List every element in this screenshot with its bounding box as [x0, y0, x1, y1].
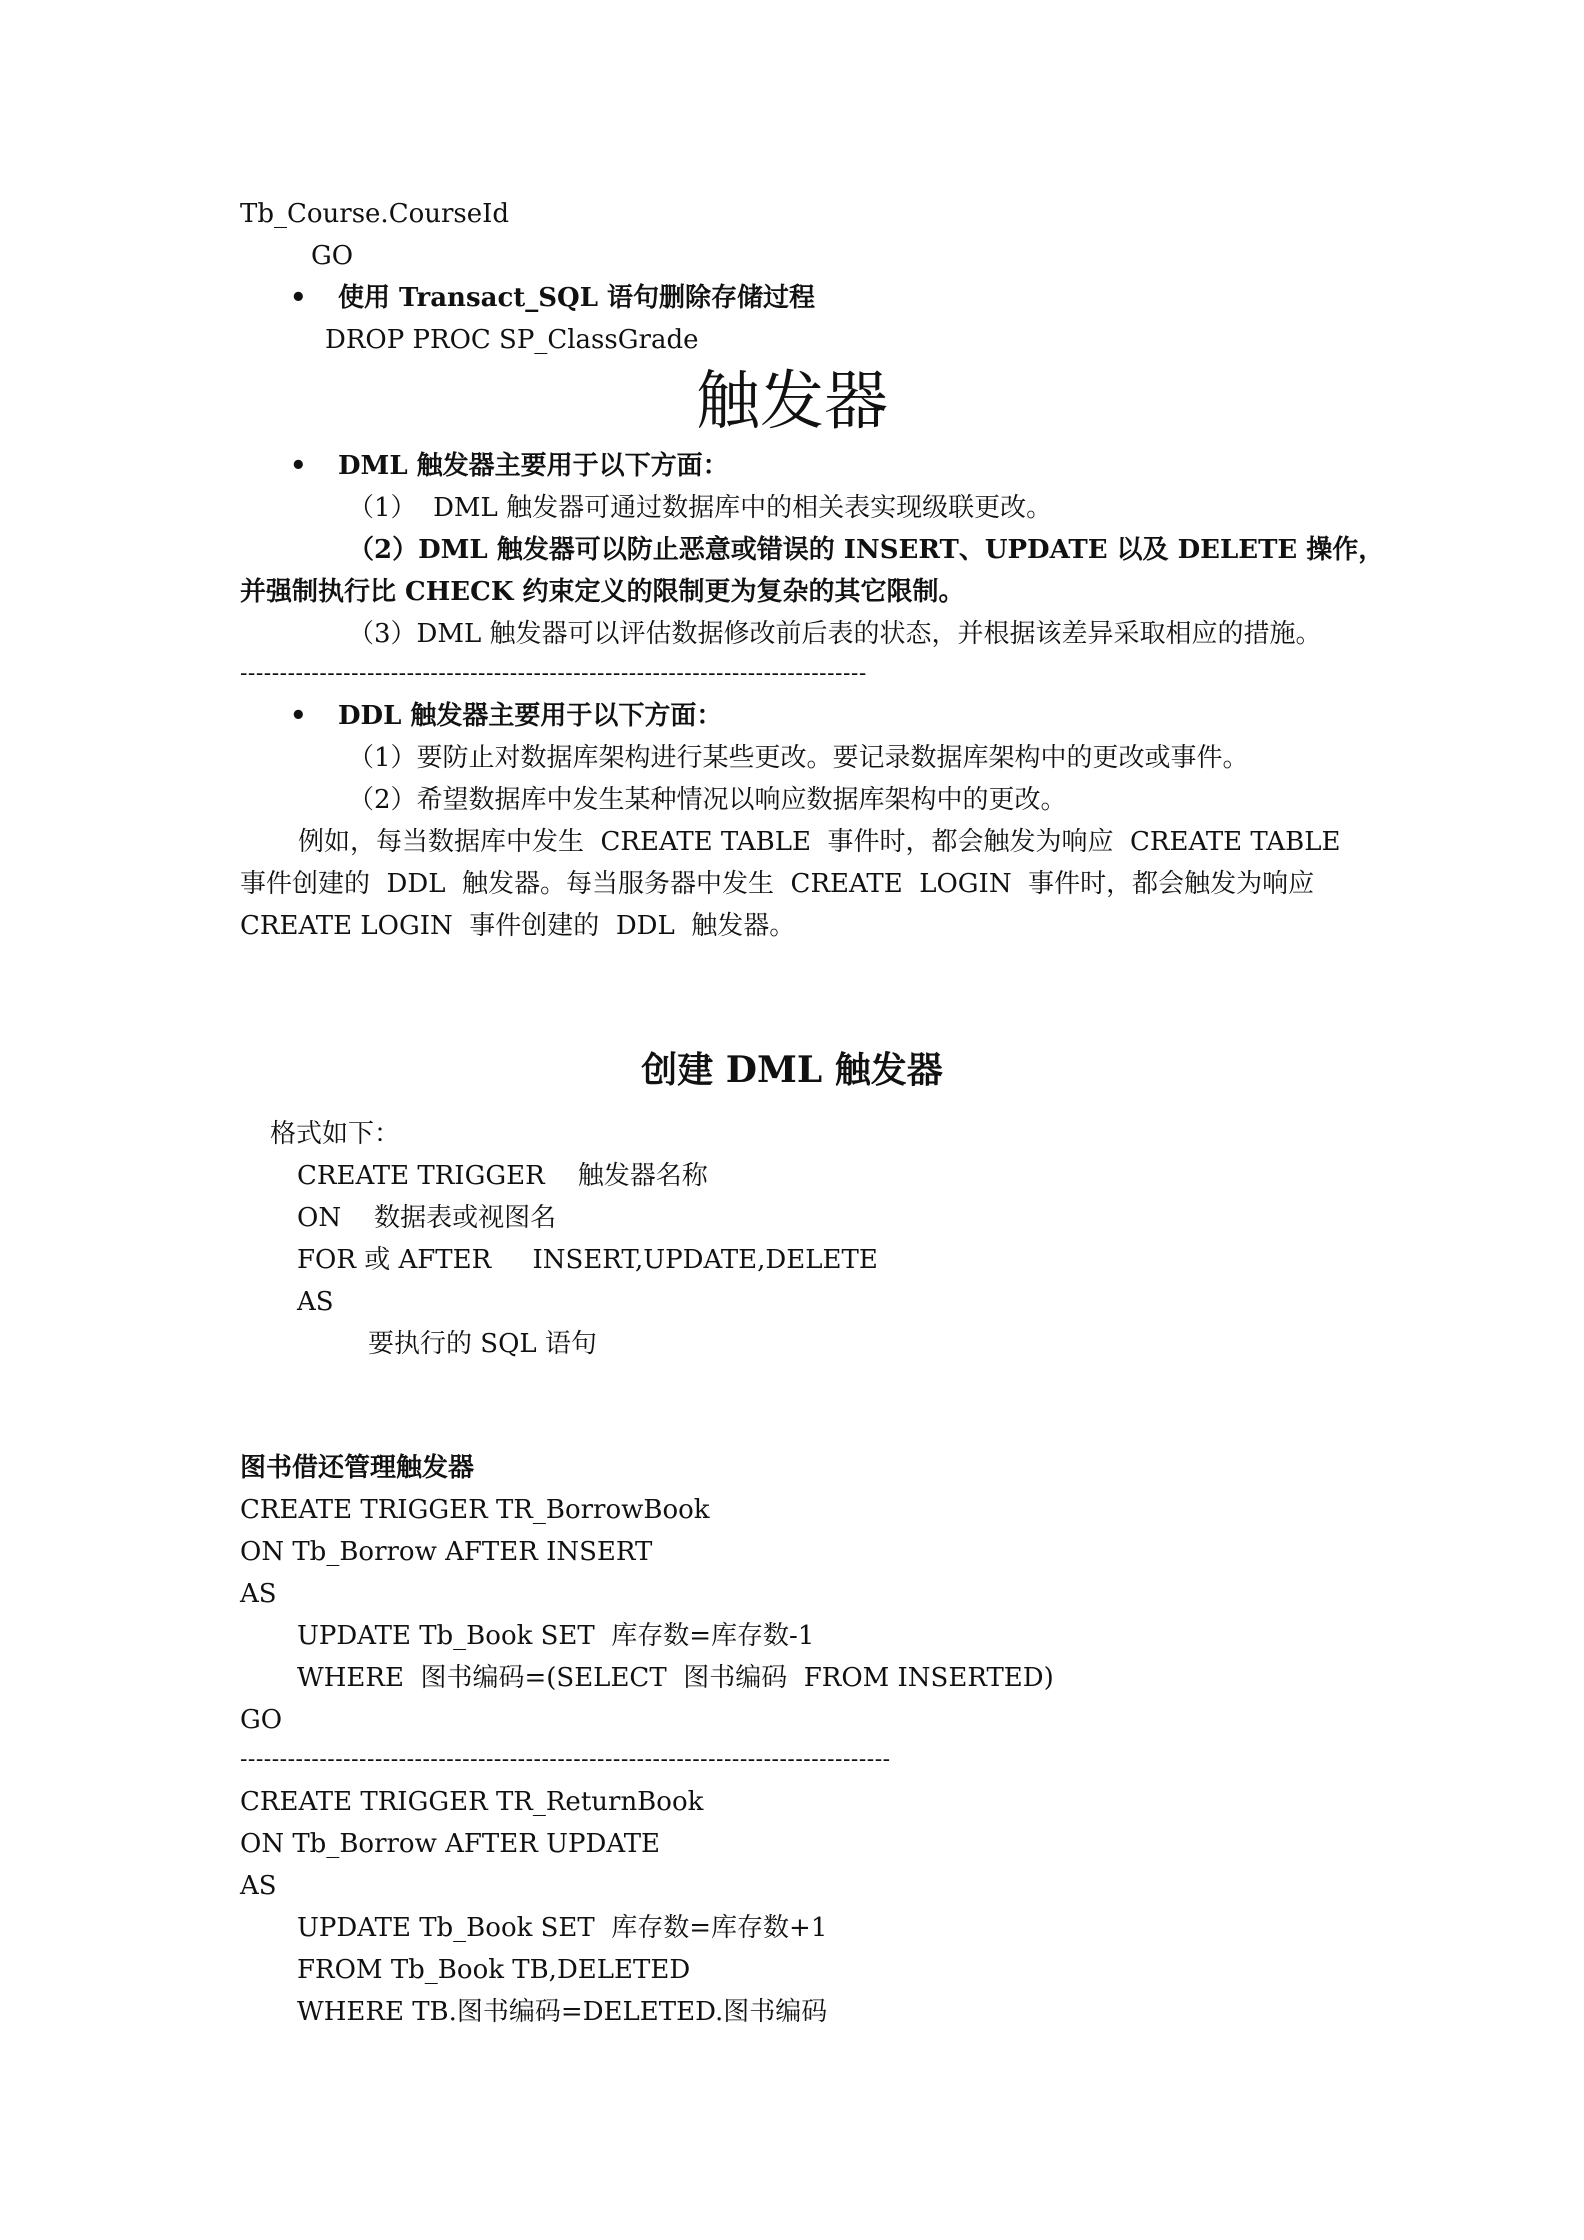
- code-line: DROP PROC SP_ClassGrade: [325, 325, 699, 355]
- code-line: GO: [311, 241, 354, 271]
- syntax-line: AS: [297, 1287, 334, 1317]
- dml-point-2: （2）DML 触发器可以防止恶意或错误的 INSERT、UPDATE 以及 DELETE 操作，: [348, 535, 1385, 565]
- bullet-icon: •: [290, 283, 307, 313]
- bullet-text-content: 使用 Transact_SQL 语句删除存储过程: [338, 283, 816, 313]
- code-line: GO: [240, 1705, 283, 1735]
- dml-point-1: （1） DML 触发器可通过数据库中的相关表实现级联更改。: [348, 493, 1053, 523]
- syntax-line: 要执行的 SQL 语句: [368, 1329, 597, 1359]
- format-label: 格式如下：: [270, 1119, 401, 1149]
- code-line: CREATE TRIGGER TR_ReturnBook: [240, 1787, 704, 1817]
- bullet-icon: •: [290, 451, 307, 481]
- dml-point-2-cont: 并强制执行比 CHECK 约束定义的限制更为复杂的其它限制。: [240, 577, 965, 607]
- ddl-heading: DDL 触发器主要用于以下方面：: [338, 701, 723, 731]
- separator: -------------------------------------------------------------------------------: [240, 662, 867, 686]
- bullet-icon: •: [290, 701, 307, 731]
- ddl-point-1: （1）要防止对数据库架构进行某些更改。要记录数据库架构中的更改或事件。: [348, 743, 1249, 773]
- ddl-example-1: 例如，每当数据库中发生 CREATE TABLE 事件时，都会触发为响应 CREATE TABLE: [298, 827, 1341, 857]
- code-line: WHERE TB.图书编码=DELETED.图书编码: [297, 1997, 828, 2027]
- separator: ----------------------------------------------------------------------------------: [240, 1748, 891, 1772]
- code-line: UPDATE Tb_Book SET 库存数=库存数-1: [297, 1621, 815, 1651]
- code-line: ON Tb_Borrow AFTER UPDATE: [240, 1829, 661, 1859]
- code-line: WHERE 图书编码=(SELECT 图书编码 FROM INSERTED): [297, 1663, 1054, 1693]
- ddl-example-3: CREATE LOGIN 事件创建的 DDL 触发器。: [240, 911, 796, 941]
- ddl-example-2: 事件创建的 DDL 触发器。每当服务器中发生 CREATE LOGIN 事件时，都会触发为响应: [240, 869, 1315, 899]
- dml-point-3: （3）DML 触发器可以评估数据修改前后表的状态，并根据该差异采取相应的措施。: [348, 619, 1322, 649]
- section-title: 创建 DML 触发器: [641, 1049, 943, 1091]
- code-line: FROM Tb_Book TB,DELETED: [297, 1955, 691, 1985]
- syntax-line: ON 数据表或视图名: [297, 1203, 557, 1233]
- code-line: UPDATE Tb_Book SET 库存数=库存数+1: [297, 1913, 828, 1943]
- bullet-text: [338, 282, 815, 314]
- syntax-line: CREATE TRIGGER 触发器名称: [297, 1161, 708, 1191]
- syntax-line: FOR 或 AFTER INSERT,UPDATE,DELETE: [297, 1245, 878, 1275]
- code-line: AS: [240, 1871, 277, 1901]
- code-line: Tb_Course.CourseId: [240, 199, 510, 229]
- code-line: AS: [240, 1579, 277, 1609]
- code-line: ON Tb_Borrow AFTER INSERT: [240, 1537, 653, 1567]
- example-title: 图书借还管理触发器: [240, 1453, 475, 1483]
- page-title: 触发器: [696, 365, 888, 439]
- dml-heading: DML 触发器主要用于以下方面：: [338, 451, 729, 481]
- code-line: CREATE TRIGGER TR_BorrowBook: [240, 1495, 710, 1525]
- ddl-point-2: （2）希望数据库中发生某种情况以响应数据库架构中的更改。: [348, 785, 1067, 815]
